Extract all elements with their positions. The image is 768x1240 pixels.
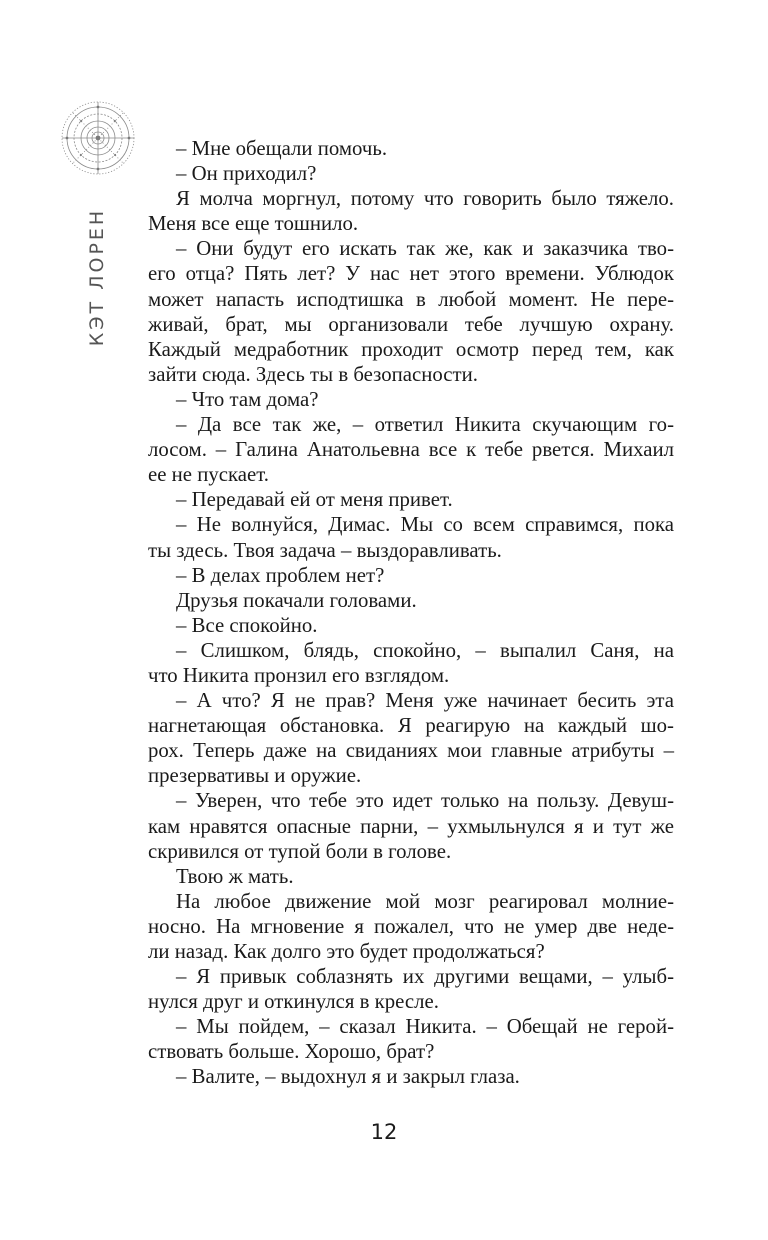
text-line: Я молча моргнул, потому что говорить было тяжело. (176, 187, 674, 211)
text-line: – Да все так же, – ответил Никита скучающим го- (176, 413, 674, 437)
text-line: Твою ж мать. (176, 864, 294, 888)
text-line: – Валите, – выдохнул я и закрыл глаза. (176, 1065, 520, 1089)
text-line: – Все спокойно. (176, 613, 318, 637)
text-line: На любое движение мой мозг реагировал молние- (176, 889, 674, 913)
text-line: – Мы пойдем, – сказал Никита. – Обещай не герой- (176, 1015, 674, 1039)
text-line: ствовать больше. Хорошо, брат? (148, 1040, 435, 1064)
running-head-author: КЭТ ЛОРЕН (86, 207, 108, 347)
text-line: Меня все еще тошнило. (148, 212, 359, 236)
text-line: – Передавай ей от меня привет. (176, 488, 453, 512)
text-line: – А что? Я не прав? Меня уже начинает бесить эта (176, 689, 674, 713)
text-line: – Уверен, что тебе это идет только на пользу. Девуш- (176, 789, 674, 813)
text-line: – В делах проблем нет? (176, 563, 385, 587)
text-line: скривился от тупой боли в голове. (148, 839, 452, 863)
running-head (72, 207, 122, 347)
text-line: – Они будут его искать так же, как и заказчика тво- (176, 237, 674, 261)
text-line: – Не волнуйся, Димас. Мы со всем справимся, пока (176, 513, 674, 537)
text-line: может напасть исподтишка в любой момент. Не пере- (148, 287, 674, 311)
text-line: живай, брат, мы организовали тебе лучшую охрану. (148, 312, 674, 336)
text-line: Друзья покачали головами. (176, 588, 417, 612)
text-line: что Никита пронзил его взглядом. (148, 663, 450, 687)
text-line: кам нравятся опасные парни, – ухмыльнулся я и тут же (148, 814, 674, 838)
body-text (148, 136, 674, 1090)
text-line: носно. На мгновение я пожалел, что не умер две неде- (148, 914, 674, 938)
text-line: нагнетающая обстановка. Я реагирую на каждый шо- (148, 714, 674, 738)
text-line: – Слишком, блядь, спокойно, – выпалил Саня, на (176, 638, 674, 662)
text-line: зайти сюда. Здесь ты в безопасности. (148, 362, 478, 386)
text-line: ты здесь. Твоя задача – выздоравливать. (148, 538, 502, 562)
text-line: – Что там дома? (176, 387, 319, 411)
text-line: нулся друг и откинулся в кресле. (148, 990, 439, 1014)
text-line: его отца? Пять лет? У нас нет этого времени. Ублюдок (148, 262, 674, 286)
text-line: – Он приходил? (176, 162, 317, 186)
text-line: лосом. – Галина Анатольевна все к тебе рвется. Михаил (148, 438, 674, 462)
page-number: 12 (370, 1120, 398, 1144)
text-line: рох. Теперь даже на свиданиях мои главные атрибуты – (148, 739, 674, 763)
text-line: – Мне обещали помочь. (176, 137, 388, 160)
celestial-emblem-icon (60, 100, 136, 176)
text-line: Каждый медработник проходит осмотр перед тем, как (148, 337, 674, 361)
text-line: презервативы и оружие. (148, 764, 362, 788)
text-line: – Я привык соблазнять их другими вещами, – улыб- (176, 965, 674, 989)
text-line: ее не пускает. (148, 463, 269, 487)
text-line: ли назад. Как долго это будет продолжаться? (148, 940, 545, 963)
